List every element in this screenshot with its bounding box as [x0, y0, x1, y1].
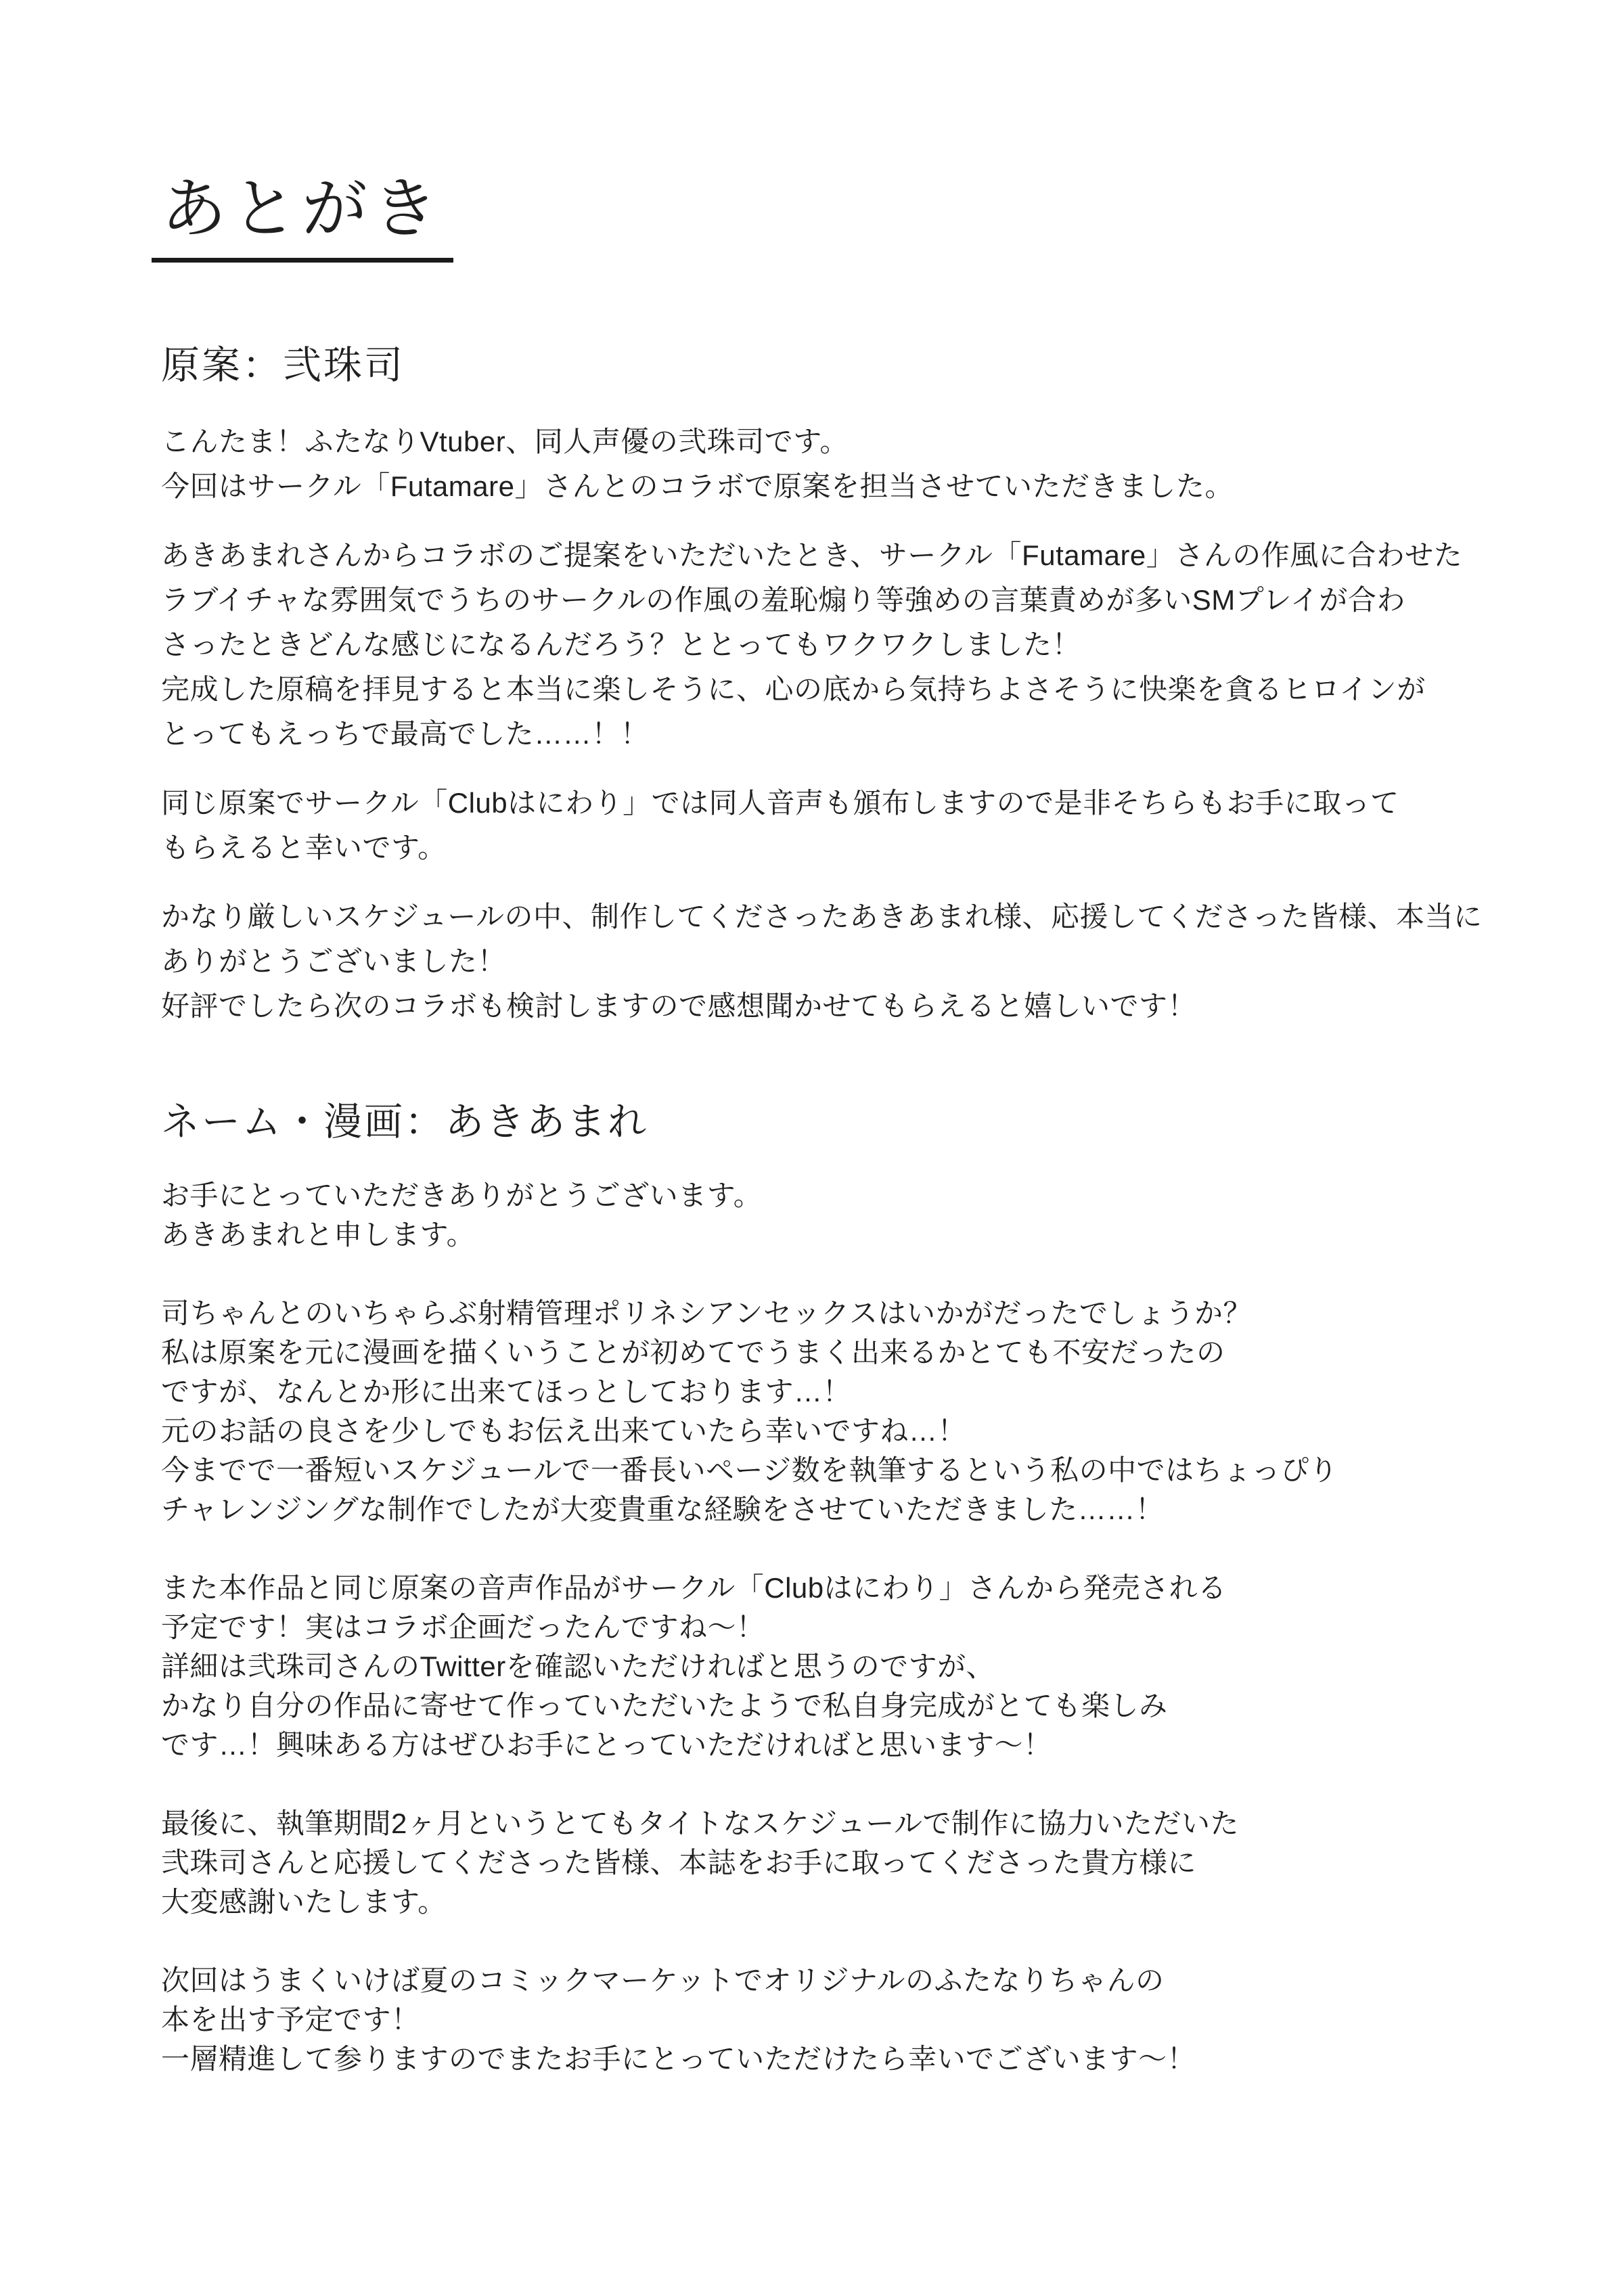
text-line: ですが、なんとか形に出来てほっとしております…！: [161, 1376, 852, 1408]
page-title: あとがき: [152, 173, 453, 263]
text-line: 今回はサークル「Futamare」さんとのコラボで原案を担当させていただきました。: [161, 470, 1234, 503]
text-line: 今までで一番短いスケジュールで一番長いページ数を執筆するという私の中ではちょっぴり: [161, 1454, 1338, 1487]
text-line: 大変感謝いたします。: [161, 1886, 447, 1918]
text-line: 最後に、執筆期間2ヶ月というとてもタイトなスケジュールで制作に協力いただいた: [161, 1807, 1240, 1840]
text-line: 元のお話の良さを少しでもお伝え出来ていたら幸いですね…！: [161, 1415, 967, 1447]
text-line: ありがとうございました！: [161, 945, 507, 978]
text-line: 一層精進して参りますのでまたお手にとっていただけたら幸いでございます～！: [161, 2043, 1196, 2075]
text-line: ラブイチャな雰囲気でうちのサークルの作風の羞恥煽り等強めの言葉責めが多いSMプレイが合わ: [161, 584, 1405, 616]
text-line: あきあまれと申します。: [161, 1219, 476, 1251]
text-line: 弐珠司さんと応援してくださった皆様、本誌をお手に取ってくださった貴方様に: [161, 1847, 1197, 1879]
text-line: 詳細は弐珠司さんのTwitterを確認いただければと思うのですが、: [161, 1650, 995, 1683]
text-line: 好評でしたら次のコラボも検討しますので感想聞かせてもらえると嬉しいです！: [161, 990, 1197, 1022]
text-line: こんたま！ふたなりVtuber、同人声優の弐珠司です。: [161, 426, 849, 458]
text-line: もらえると幸いです。: [161, 832, 447, 864]
text-line: あきあまれさんからコラボのご提案をいただいたとき、サークル「Futamare」さんの作風に合わせた: [161, 539, 1463, 572]
text-line: チャレンジングな制作でしたが大変貴重な経験をさせていただきました……！: [161, 1493, 1165, 1526]
text-line: 司ちゃんとのいちゃらぶ射精管理ポリネシアンセックスはいかがだったでしょうか？: [161, 1297, 1253, 1330]
paragraph: [161, 895, 1543, 1029]
paragraph: [161, 1569, 1543, 1765]
section-name-manga: [161, 1099, 1543, 2079]
paragraph: [161, 1961, 1543, 2079]
text-line: とってもえっちで最高でした……！！: [161, 718, 650, 750]
text-line: 完成した原稿を拝見すると本当に楽しそうに、心の底から気持ちよさそうに快楽を貪るヒロインが: [161, 673, 1426, 706]
section-heading-name-manga: ネーム・漫画：あきあまれ: [161, 1100, 648, 1144]
paragraph: [161, 781, 1543, 870]
text-line: 本を出す予定です！: [161, 2004, 420, 2036]
text-line: 次回はうまくいけば夏のコミックマーケットでオリジナルのふたなりちゃんの: [161, 1964, 1165, 1997]
paragraph: [161, 1804, 1543, 1922]
text-line: お手にとっていただきありがとうございます。: [161, 1179, 763, 1212]
section-gensaku: [161, 342, 1543, 1029]
text-line: かなり厳しいスケジュールの中、制作してくださったあきあまれ様、応援してくださった皆様、本当に: [161, 901, 1483, 933]
section-heading-gensaku: 原案：弐珠司: [161, 343, 405, 387]
text-line: 私は原案を元に漫画を描くいうことが初めてでうまく出来るかとても不安だったの: [161, 1336, 1225, 1369]
text-line: 同じ原案でサークル「Clubはにわり」では同人音声も頒布しますので是非そちらもお手に取って: [161, 787, 1399, 819]
paragraph: [161, 533, 1543, 757]
text-line: また本作品と同じ原案の音声作品がサークル「Clubはにわり」さんから発売される: [161, 1572, 1227, 1604]
paragraph: [161, 420, 1543, 509]
text-line: かなり自分の作品に寄せて作っていただいたようで私自身完成がとても楽しみ: [161, 1690, 1168, 1722]
text-line: さったときどんな感じになるんだろう？ととってもワクワクしました！: [161, 629, 1081, 661]
paragraph: [161, 1176, 1543, 1255]
paragraph: [161, 1294, 1543, 1529]
text-line: 予定です！実はコラボ企画だったんですね～！: [161, 1611, 765, 1644]
text-line: です…！興味ある方はぜひお手にとっていただければと思います～！: [161, 1729, 1052, 1761]
